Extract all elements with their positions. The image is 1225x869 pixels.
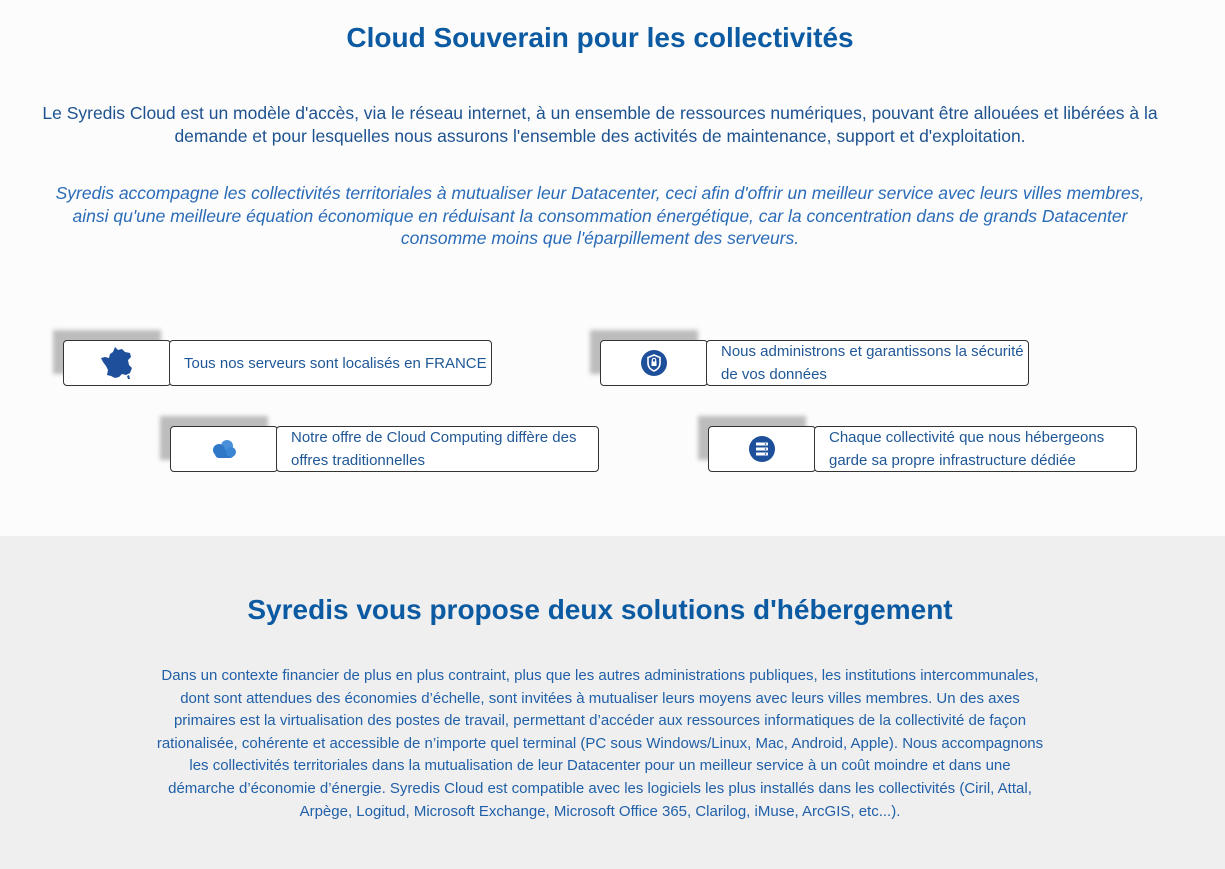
intro-paragraph: Le Syredis Cloud est un modèle d'accès, via le réseau internet, à un ensemble de ressources numériques, pouvant être allouées et libérées à la demande et pour lesquelles nous assurons l'ensemble des activités de maintenance, support et d'exploitation. xyxy=(42,103,1158,146)
shield-icon xyxy=(640,349,668,377)
feature-text: Tous nos serveurs sont localisés en FRANCE xyxy=(169,340,492,386)
feature-text: Chaque collectivité que nous hébergeons garde sa propre infrastructure dédiée xyxy=(814,426,1137,472)
feature-text: Notre offre de Cloud Computing diffère des offres traditionnelles xyxy=(276,426,599,472)
feature-icon-box xyxy=(63,340,171,386)
hebergement-paragraph: Dans un contexte financier de plus en plus contraint, plus que les autres administrations publiques, les institutions intercommunales, dont sont attendues des économies d’échelle, sont invitées à mutualiser leurs moyens avec leurs villes membres. Un des axes primaires est la virtualisation des postes de travail, permettant d’accéder aux ressources informatiques de la collectivité de façon rationalisée, cohérente et accessible de n’importe quel terminal (PC sous Windows/Linux, Mac, Android, Apple). Nous accompagnons les collectivités territoriales dans la mutualisation de leur Datacenter pour un meilleur service à un coût moindre et dans une démarche d’économie d’énergie. Syredis Cloud est compatible avec les logiciels les plus installés dans les collectivités (Ciril, Attal, Arpège, Logitud, Microsoft Exchange, Microsoft Office 365, Clarilog, iMuse, ArcGIS, etc...). xyxy=(156,667,1044,820)
server-icon xyxy=(748,435,776,463)
france-map-icon xyxy=(99,346,135,380)
section-title: Cloud Souverain pour les collectivités xyxy=(346,22,854,53)
feature-text: Nous administrons et garantissons la sécurité de vos données xyxy=(706,340,1029,386)
section-hebergement xyxy=(0,536,1225,869)
cloud-icon xyxy=(210,438,238,460)
feature-icon-box xyxy=(708,426,816,472)
feature-icon-box xyxy=(600,340,708,386)
intro-italic-paragraph: Syredis accompagne les collectivités territoriales à mutualiser leur Datacenter, ceci afin d'offrir un meilleur service avec leurs villes membres, ainsi qu'une meilleure équation économique en réduisant la consommation énergétique, car la concentration dans de grands Datacenter consomme moins que l'éparpillement des serveurs. xyxy=(55,183,1145,248)
feature-icon-box xyxy=(170,426,278,472)
section-title: Syredis vous propose deux solutions d'hébergement xyxy=(247,594,953,625)
